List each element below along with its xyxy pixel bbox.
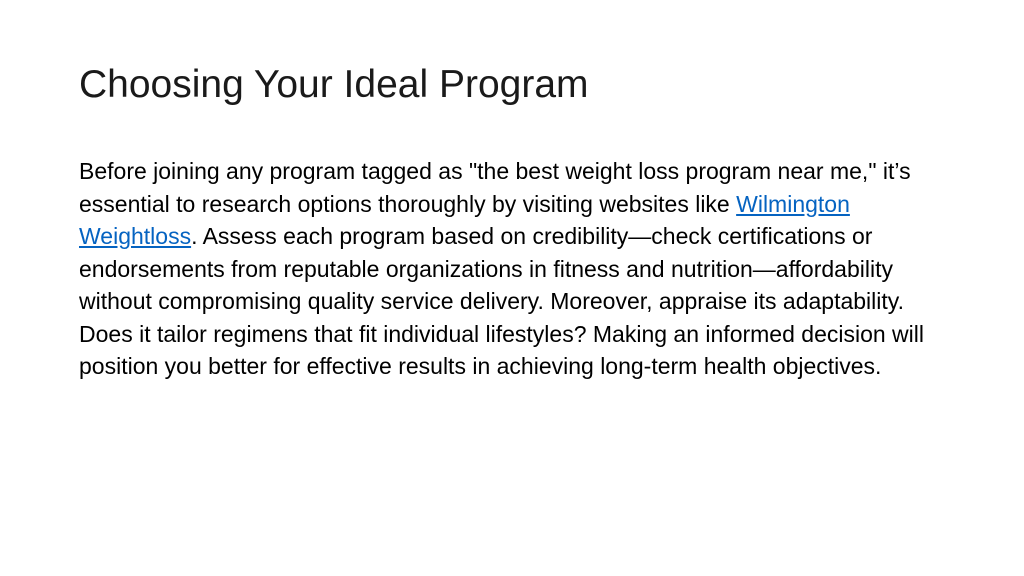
slide-title: Choosing Your Ideal Program	[79, 63, 589, 106]
body-paragraph	[79, 155, 954, 383]
paragraph-text-before-link: Before joining any program tagged as "the best weight loss program near me," it’s essential to research options thoroughly by visiting websites like	[79, 158, 911, 217]
wilmington-weightloss-link[interactable]: Wilmington Weightloss	[79, 190, 850, 249]
paragraph-text-after-link: . Assess each program based on credibility—check certifications or endorsements from reputable organizations in fitness and nutrition—affordability without compromising quality service delivery. Moreover, appraise its adaptability. Does it tailor regimens that fit individual lifestyles? Making an informed decision will position you better for effective results in achieving long-term health objectives.	[79, 223, 924, 379]
